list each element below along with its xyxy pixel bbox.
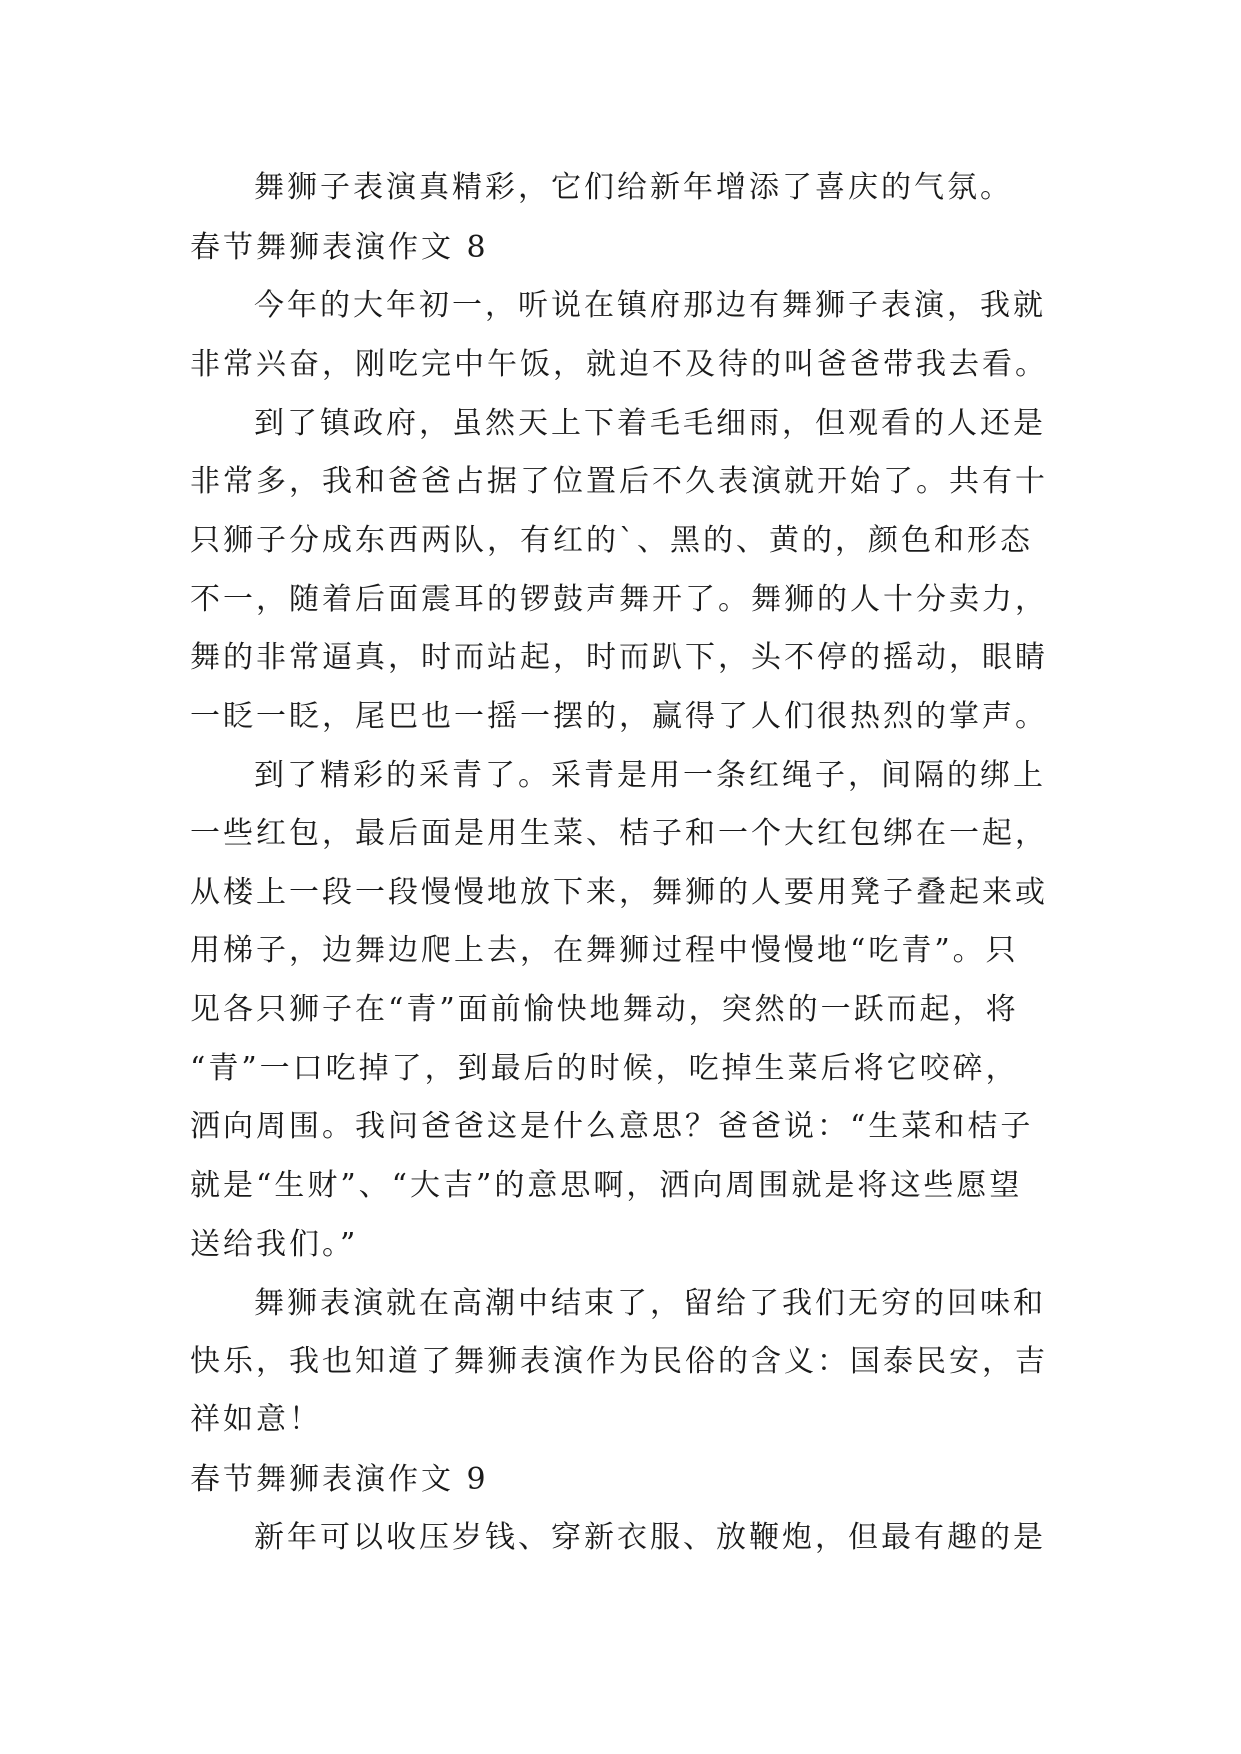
paragraph-line: 舞狮子表演真精彩，它们给新年增添了喜庆的气氛。 [254,170,1013,205]
paragraph-line: 从楼上一段一段慢慢地放下来，舞狮的人要用凳子叠起来或 [190,875,1048,910]
paragraph-line: 祥如意！ [190,1402,322,1437]
paragraph-line: 舞的非常逼真，时而站起，时而趴下，头不停的摇动，眼睛 [190,640,1048,675]
paragraph-line: 舞狮表演就在高潮中结束了，留给了我们无穷的回味和 [254,1286,1046,1321]
paragraph-line: 到了精彩的采青了。采青是用一条红绳子，间隔的绑上 [254,758,1046,793]
paragraph-line: 非常多，我和爸爸占据了位置后不久表演就开始了。共有十 [190,464,1048,499]
paragraph-line: 送给我们。” [190,1227,359,1262]
paragraph-line: 洒向周围。我问爸爸这是什么意思？爸爸说：“生菜和桔子 [190,1109,1034,1144]
paragraph-line: 非常兴奋，刚吃完中午饭，就迫不及待的叫爸爸带我去看。 [190,347,1048,382]
paragraph-line: 一眨一眨，尾巴也一摇一摆的，赢得了人们很热烈的掌声。 [190,699,1048,734]
paragraph-line: 一些红包，最后面是用生菜、桔子和一个大红包绑在一起， [190,816,1048,851]
paragraph-line: 不一，随着后面震耳的锣鼓声舞开了。舞狮的人十分卖力， [190,582,1048,617]
paragraph-line: 只狮子分成东西两队，有红的`、黑的、黄的，颜色和形态 [190,523,1033,558]
paragraph-line: “青”一口吃掉了，到最后的时候，吃掉生菜后将它咬碎， [190,1051,1019,1086]
paragraph-line: 新年可以收压岁钱、穿新衣服、放鞭炮，但最有趣的是 [254,1520,1046,1555]
paragraph-line: 见各只狮子在“青”面前愉快地舞动，突然的一跃而起，将 [190,992,1019,1027]
section-heading: 春节舞狮表演作文 8 [190,230,489,265]
paragraph-line: 用梯子，边舞边爬上去，在舞狮过程中慢慢地“吃青”。只 [190,933,1019,968]
section-heading: 春节舞狮表演作文 9 [190,1462,489,1497]
paragraph-line: 今年的大年初一，听说在镇府那边有舞狮子表演，我就 [254,288,1046,323]
paragraph-line: 快乐，我也知道了舞狮表演作为民俗的含义：国泰民安，吉 [190,1344,1048,1379]
paragraph-line: 就是“生财”、“大吉”的意思啊，洒向周围就是将这些愿望 [190,1168,1023,1203]
paragraph-line: 到了镇政府，虽然天上下着毛毛细雨，但观看的人还是 [254,406,1046,441]
